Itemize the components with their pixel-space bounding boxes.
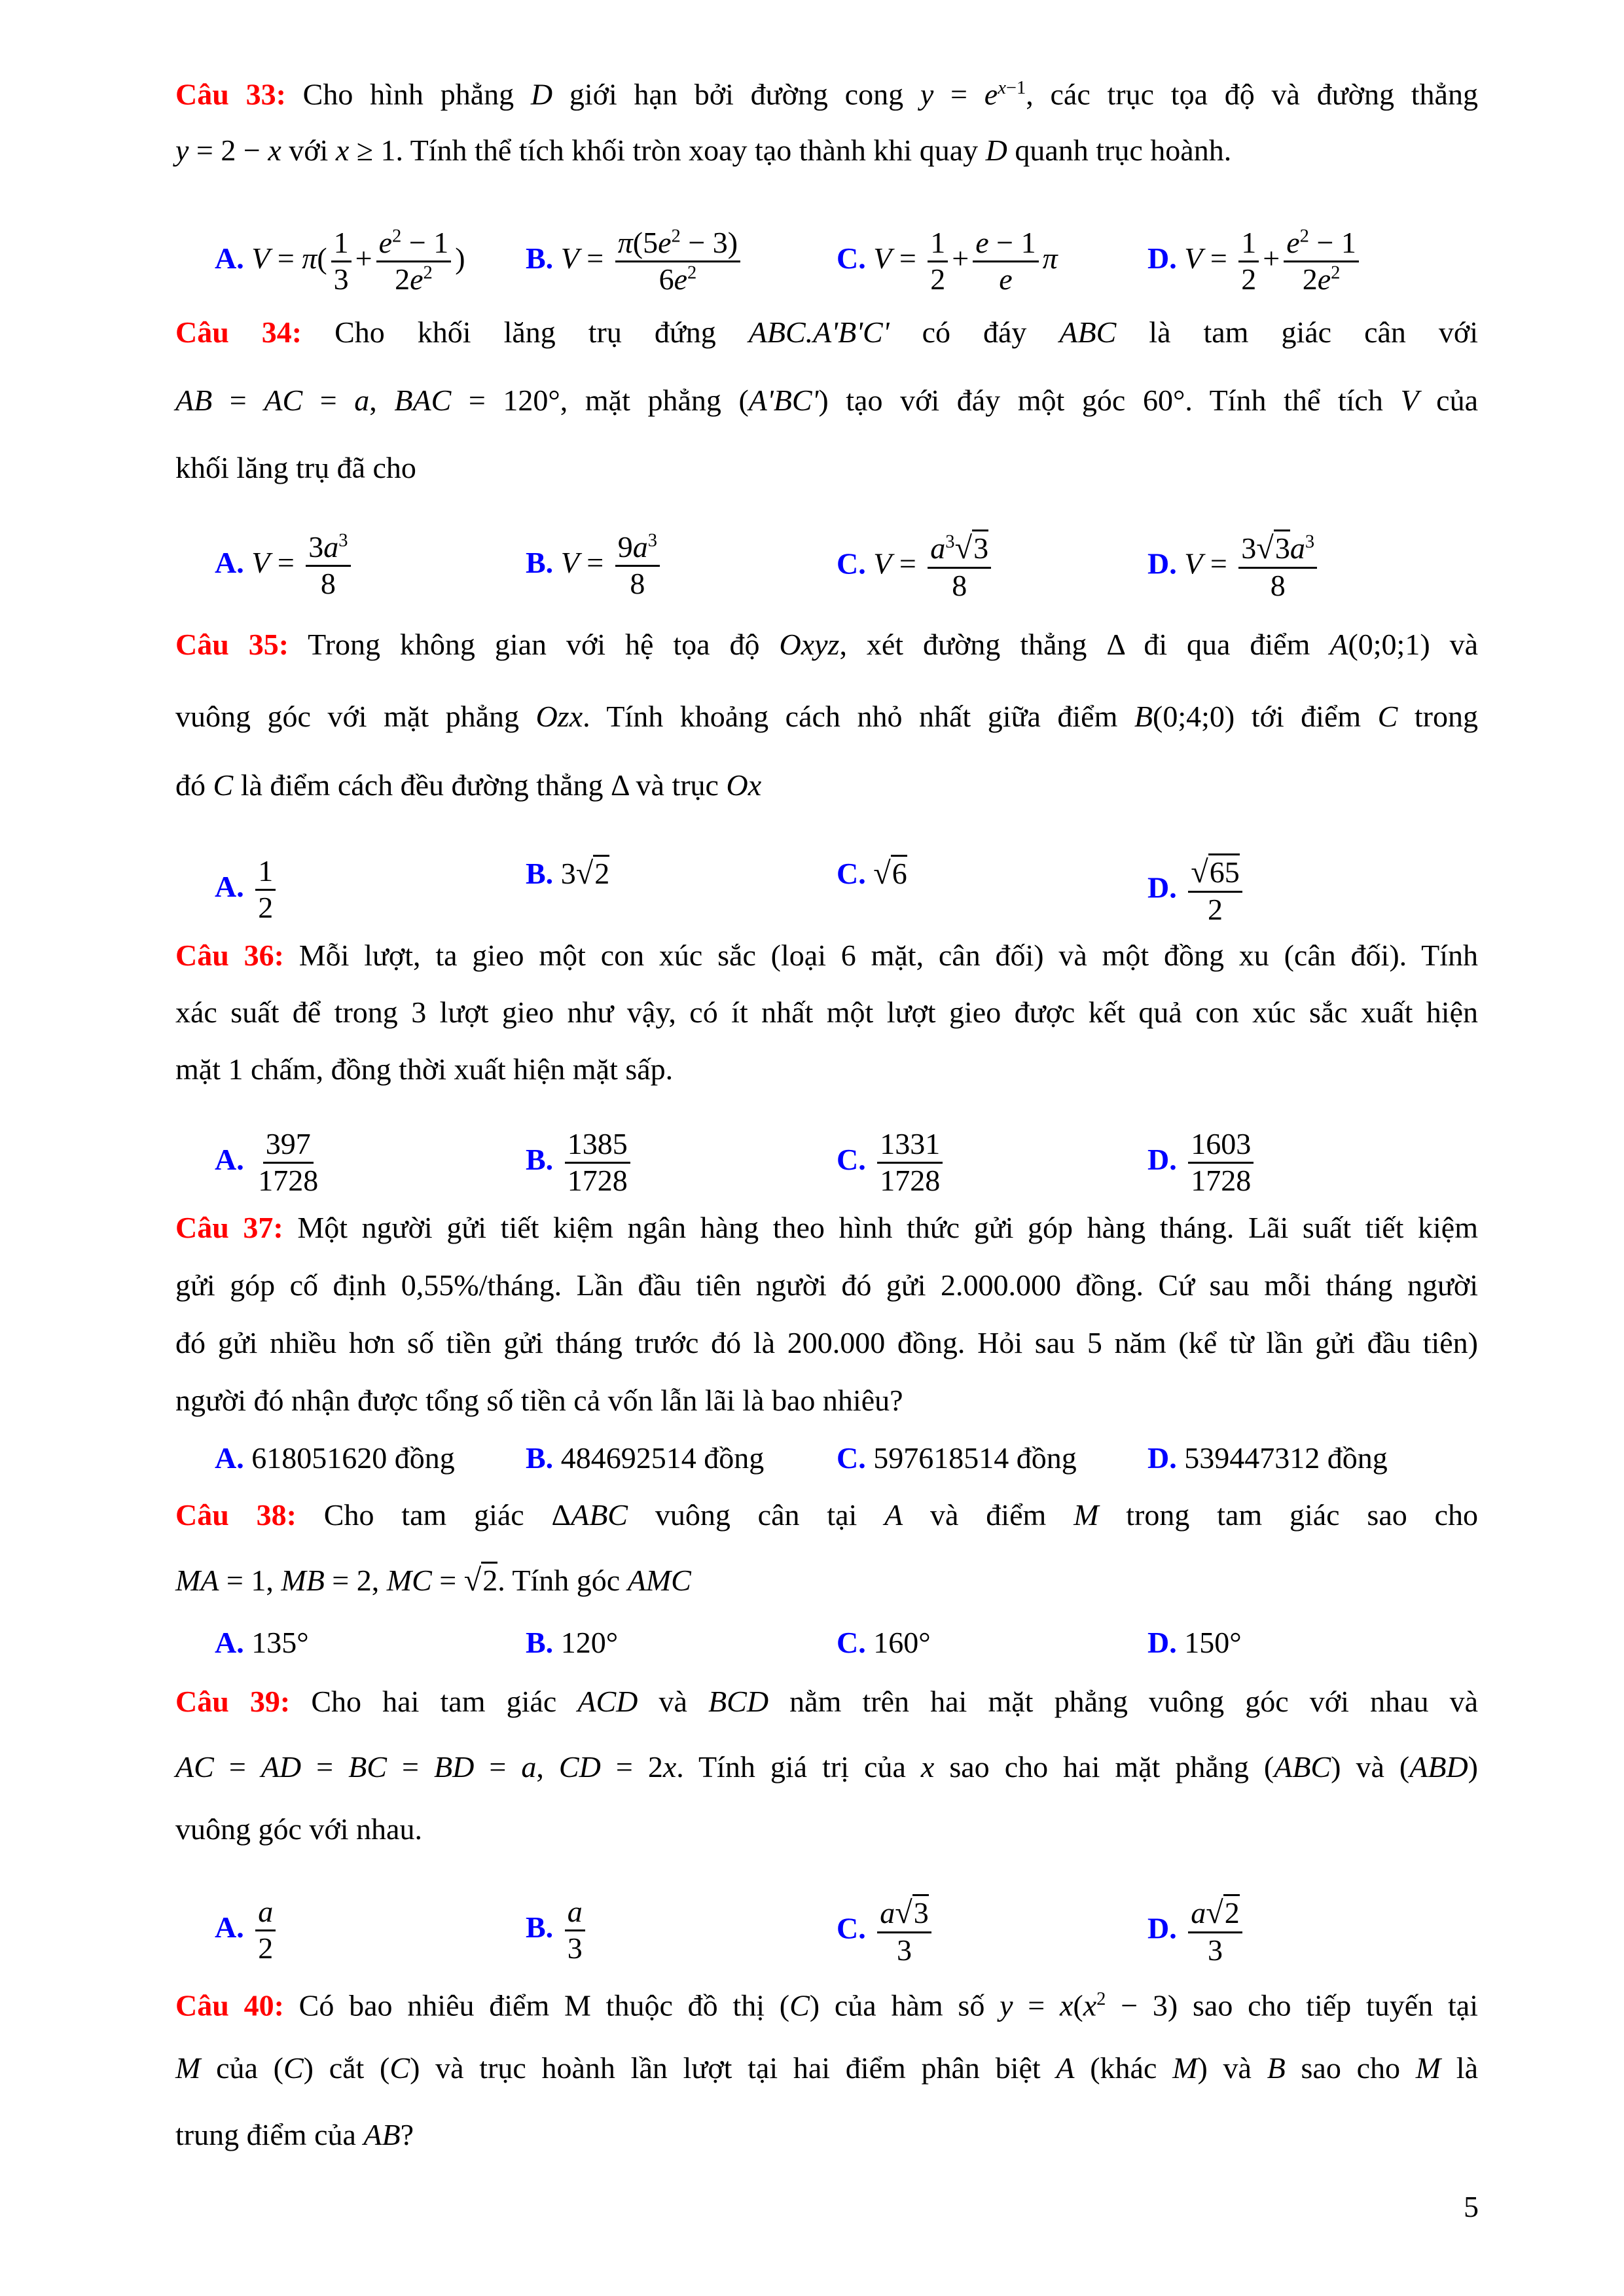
question-34-line-2: AB = AC = a, BAC = 120°, mặt phẳng (A'BC') tạo với đáy một góc 60°. Tính thể tích V của <box>175 384 1478 417</box>
option-36-b[interactable]: B. $\frac{1385}{1728}$ <box>526 1127 634 1198</box>
option-36-c[interactable]: C. $\frac{1331}{1728}$ <box>837 1127 947 1198</box>
option-39-a[interactable]: A. $\frac{a}{2}$ <box>215 1895 280 1966</box>
option-37-c[interactable]: C. 597618514 đồng <box>837 1441 1077 1475</box>
question-39-line-1: Câu 39: Cho hai tam giác ACD và BCD nằm trên hai mặt phẳng vuông góc với nhau và <box>175 1685 1478 1718</box>
option-38-b[interactable]: B. 120° <box>526 1626 619 1659</box>
question-39-line-3: vuông góc với nhau. <box>175 1812 422 1846</box>
option-34-d[interactable]: D. V = $\frac{3√3a^3}{8}$ <box>1147 530 1321 603</box>
question-38-line-2: MA = 1, MB = 2, MC = √2. Tính góc AMC <box>175 1563 691 1598</box>
option-35-b[interactable]: B. 3√2 <box>526 856 610 891</box>
option-37-d[interactable]: D. 539447312 đồng <box>1147 1441 1388 1475</box>
question-36-line-2: xác suất để trong 3 lượt gieo như vậy, có ít nhất một lượt gieo được kết quả con xúc sắc xuất hiện <box>175 996 1478 1029</box>
question-38-line-1: Câu 38: Cho tam giác ΔABC vuông cân tại A và điểm M trong tam giác sao cho <box>175 1498 1478 1532</box>
question-35-line-1: Câu 35: Trong không gian với hệ tọa độ Oxyz, xét đường thẳng Δ đi qua điểm A(0;0;1) và <box>175 628 1478 661</box>
question-37-line-4: người đó nhận được tổng số tiền cả vốn lẫn lãi là bao nhiêu? <box>175 1384 903 1417</box>
option-39-b[interactable]: B. $\frac{a}{3}$ <box>526 1895 589 1966</box>
question-33-line-1: Câu 33: Cho hình phẳng D giới hạn bởi đường cong $y = e^{x-1}$, các trục tọa độ và đường thẳng <box>175 77 1478 111</box>
question-37-line-2: gửi góp cố định 0,55%/tháng. Lần đầu tiên người đó gửi 2.000.000 đồng. Cứ sau mỗi tháng người <box>175 1268 1478 1302</box>
question-36-line-3: mặt 1 chấm, đồng thời xuất hiện mặt sấp. <box>175 1052 674 1086</box>
question-36-line-1: Câu 36: Mỗi lượt, ta gieo một con xúc sắc (loại 6 mặt, cân đối) và một đồng xu (cân đối). Tính <box>175 939 1478 972</box>
option-33-a[interactable]: A. V = π( $\frac{1}{3}$ + $\frac{e^2 - 1}{2e^2}$ ) <box>215 226 465 296</box>
question-35-line-3: đó C là điểm cách đều đường thẳng Δ và trục Ox <box>175 768 762 802</box>
question-37-line-3: đó gửi nhiều hơn số tiền gửi tháng trước đó là 200.000 đồng. Hỏi sau 5 năm (kể từ lần gửi đầu tiên) <box>175 1326 1478 1359</box>
question-34-line-1: Câu 34: Cho khối lăng trụ đứng ABC.A'B'C' có đáy ABC là tam giác cân với <box>175 315 1478 349</box>
option-34-a[interactable]: A. V = $\frac{3a^3}{8}$ <box>215 530 355 601</box>
page-number: 5 <box>1464 2190 1479 2223</box>
option-37-b[interactable]: B. 484692514 đồng <box>526 1441 765 1475</box>
option-35-a[interactable]: A. $\frac{1}{2}$ <box>215 854 280 925</box>
question-34-line-3: khối lăng trụ đã cho <box>175 451 416 484</box>
option-37-a[interactable]: A. 618051620 đồng <box>215 1441 455 1475</box>
option-33-c[interactable]: C. V = $\frac{1}{2}$ + $\frac{e - 1}{e}$ π <box>837 226 1058 296</box>
option-38-d[interactable]: D. 150° <box>1147 1626 1242 1659</box>
option-36-a[interactable]: A. $\frac{397}{1728}$ <box>215 1127 319 1197</box>
option-39-c[interactable]: C. $\frac{a√3}{3}$ <box>837 1895 935 1967</box>
option-34-b[interactable]: B. V = $\frac{9a^3}{8}$ <box>526 530 664 601</box>
option-38-a[interactable]: A. 135° <box>215 1626 309 1659</box>
question-35-line-2: vuông góc với mặt phẳng Ozx. Tính khoảng cách nhỏ nhất giữa điểm B(0;4;0) tới điểm C trong <box>175 700 1478 733</box>
option-33-d[interactable]: D. V = $\frac{1}{2}$ + $\frac{e^2 - 1}{2e^2}$ <box>1147 226 1363 297</box>
option-39-d[interactable]: D. $\frac{a√2}{3}$ <box>1147 1895 1246 1967</box>
question-37-line-1: Câu 37: Một người gửi tiết kiệm ngân hàng theo hình thức gửi góp hàng tháng. Lãi suất tiết kiệm <box>175 1211 1479 1244</box>
option-36-d[interactable]: D. $\frac{1603}{1728}$ <box>1147 1127 1257 1198</box>
option-33-b[interactable]: B. V = $\frac{\pi(5e^2 - 3)}{6e^2}$ <box>526 226 744 297</box>
question-40-line-1: Câu 40: Có bao nhiêu điểm M thuộc đồ thị (C) của hàm số $y = x(x^2 - 3)$ sao cho tiếp tuyến tại <box>175 1988 1478 2022</box>
option-35-d[interactable]: D. $\frac{√65}{2}$ <box>1147 854 1246 927</box>
question-label: Câu 33: <box>175 77 286 111</box>
option-35-c[interactable]: C. √6 <box>837 856 907 891</box>
question-40-line-3: trung điểm của AB? <box>175 2118 414 2151</box>
question-39-line-2: AC = AD = BC = BD = a, CD = 2x. Tính giá trị của x sao cho hai mặt phẳng (ABC) và (ABD) <box>175 1750 1478 1784</box>
option-34-c[interactable]: C. V = $\frac{a^3√3}{8}$ <box>837 530 995 603</box>
option-38-c[interactable]: C. 160° <box>837 1626 931 1659</box>
question-40-line-2: M của (C) cắt (C) và trục hoành lần lượt tại hai điểm phân biệt A (khác M) và B sao cho M là <box>175 2051 1478 2085</box>
question-33-line-2: y = 2 − x với x ≥ 1. Tính thể tích khối tròn xoay tạo thành khi quay D quanh trục hoành. <box>175 134 1232 167</box>
